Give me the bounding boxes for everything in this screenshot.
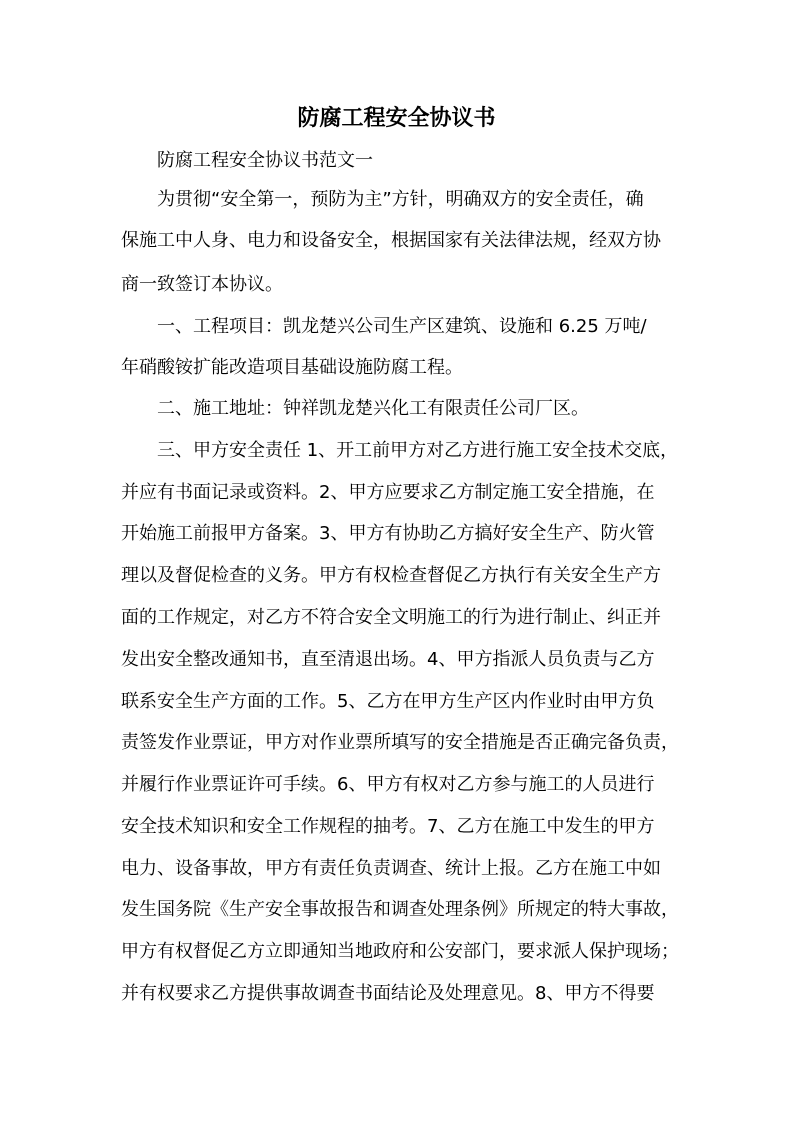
body-line: 安全技术知识和安全工作规程的抽考。7、乙方在施工中发生的甲方 [121,816,655,837]
body-line: 并应有书面记录或资料。2、甲方应要求乙方制定施工安全措施，在 [121,482,655,503]
body-line: 面的工作规定，对乙方不符合安全文明施工的行为进行制止、纠正并 [121,607,661,628]
body-line: 联系安全生产方面的工作。5、乙方在甲方生产区内作业时由甲方负 [121,691,655,712]
body-line: 开始施工前报甲方备案。3、甲方有协助乙方搞好安全生产、防火管 [121,523,655,544]
body-line: 并履行作业票证许可手续。6、甲方有权对乙方参与施工的人员进行 [121,774,655,795]
body-line: 发生国务院《生产安全事故报告和调查处理条例》所规定的特大事故， [121,899,679,920]
body-line: 责签发作业票证，甲方对作业票所填写的安全措施是否正确完备负责， [121,732,679,753]
body-line: 二、施工地址：钟祥凯龙楚兴化工有限责任公司厂区。 [157,398,589,419]
body-line: 年硝酸铵扩能改造项目基础设施防腐工程。 [121,357,463,378]
body-line: 甲方有权督促乙方立即通知当地政府和公安部门，要求派人保护现场； [121,941,679,962]
body-line: 保施工中人身、电力和设备安全，根据国家有关法律法规，经双方协 [121,230,661,251]
body-line: 理以及督促检查的义务。甲方有权检查督促乙方执行有关安全生产方 [121,565,661,586]
document-title: 防腐工程安全协议书 [297,106,496,131]
body-line: 电力、设备事故，甲方有责任负责调查、统计上报。乙方在施工中如 [121,858,661,879]
body-line: 并有权要求乙方提供事故调查书面结论及处理意见。8、甲方不得要 [121,983,655,1004]
body-line: 一、工程项目：凯龙楚兴公司生产区建筑、设施和 6.25 万吨/ [157,316,647,337]
body-line: 为贯彻“安全第一，预防为主”方针，明确双方的安全责任，确 [157,189,644,210]
body-line: 防腐工程安全协议书范文一 [157,150,373,171]
body-line: 商一致签订本协议。 [121,274,283,295]
body-line: 三、甲方安全责任 1、开工前甲方对乙方进行施工安全技术交底， [157,440,679,461]
body-line: 发出安全整改通知书，直至清退出场。4、甲方指派人员负责与乙方 [121,649,655,670]
